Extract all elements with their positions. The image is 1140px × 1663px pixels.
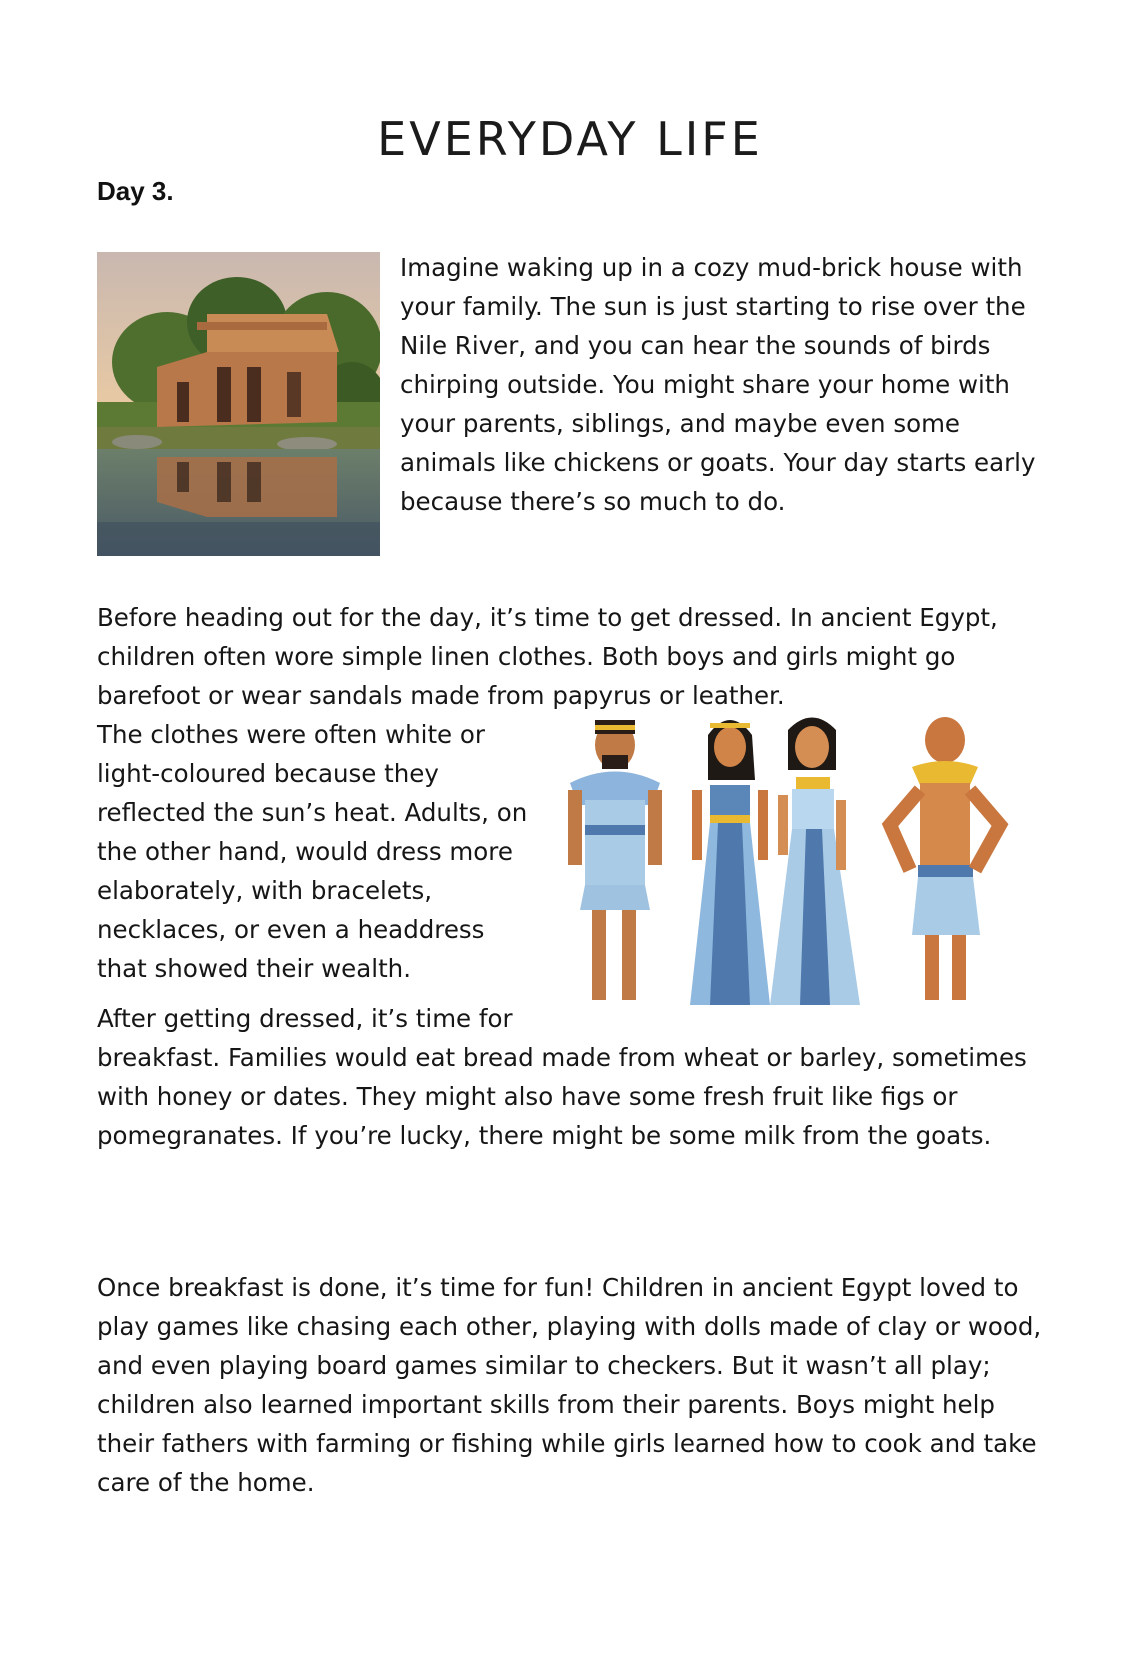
woman-figure-right: [770, 718, 860, 1006]
man-figure-left: [568, 720, 662, 1000]
paragraph-breakfast: breakfast. Families would eat bread made from wheat or barley, sometimes with honey or dates. They might also have some fresh fruit like figs or pomegranates. If you’re lucky, there might be some milk from the goats.: [97, 1043, 1027, 1150]
mud-brick-house-image: [97, 252, 380, 556]
man-figure-far-right: [890, 717, 1000, 1000]
egyptian-people-image: [560, 705, 1040, 1055]
page-title: EVERYDAY LIFE: [377, 112, 763, 166]
day-label: Day 3.: [97, 176, 174, 206]
paragraph-morning: Imagine waking up in a cozy mud-brick house with your family. The sun is just starting to rise over the Nile River, and you can hear the sounds of birds chirping outside. You might share your home with your parents, siblings, and maybe even some animals like chickens or goats. Your day starts early because there’s so much to do.: [400, 253, 1036, 516]
paragraph-clothing: Before heading out for the day, it’s time to get dressed. In ancient Egypt, children often wore simple linen clothes. Both boys and girls might go barefoot or wear sandals made from papyrus or leather.: [97, 603, 998, 710]
paragraph-clothing-continued: The clothes were often white or light-coloured because they reflected the sun’s heat. Adults, on the other hand, would dress more elaborately, with bracelets, necklaces, or even a headdress that showed their wealth.: [97, 720, 528, 983]
paragraph-play: Once breakfast is done, it’s time for fun! Children in ancient Egypt loved to play games like chasing each other, playing with dolls made of clay or wood, and even playing board games similar to checkers. But it wasn’t all play; children also learned important skills from their parents. Boys might help their fathers with farming or fishing while girls learned how to cook and take care of the home.: [97, 1273, 1042, 1497]
woman-figure-center: [690, 720, 770, 1005]
paragraph-breakfast-start: After getting dressed, it’s time for: [97, 1004, 513, 1033]
